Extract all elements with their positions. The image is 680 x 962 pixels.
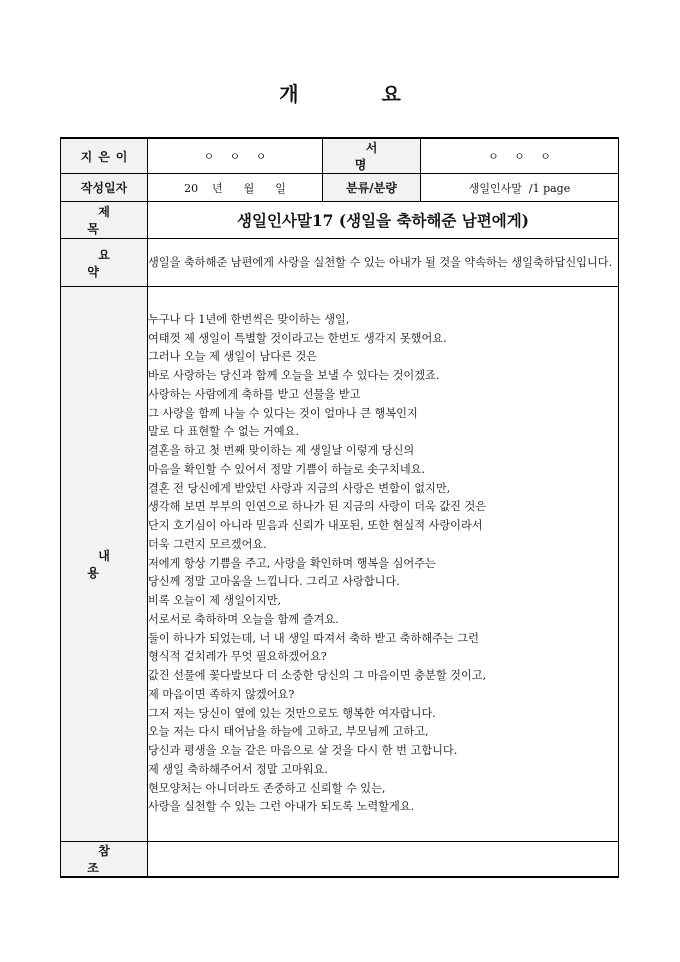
content-line: 제 마음이면 족하지 않겠어요? [148,687,295,701]
content-line: 단지 호기심이 아니라 믿음과 신뢰가 내포된, 또한 현실적 사랑이라서 [148,519,483,533]
content-line: 현모양처는 아니더라도 존중하고 신뢰할 수 있는, [148,781,386,795]
content-line: 바로 사랑하는 당신과 함께 오늘을 보낼 수 있다는 것이겠죠. [148,369,440,383]
content-line: 비록 오늘이 제 생일이지만, [148,594,282,608]
content-line: 형식적 겉치레가 무엇 필요하겠어요? [148,650,327,664]
content-line: 마음을 확인할 수 있어서 정말 기쁨이 하늘로 솟구치네요. [148,462,426,476]
content-line: 생각해 보면 부부의 인연으로 하나가 된 지금의 사랑이 더욱 값진 것은 [148,500,487,514]
summary-value: 생일을 축하해준 남편에게 사랑을 실천할 수 있는 아내가 될 것을 약속하는 생일축하답신입니다. [148,239,619,287]
content-line: 말로 다 표현할 수 없는 거예요. [148,425,300,439]
reference-label: 참 조 [61,842,148,878]
content-line: 누구나 다 1년에 한번씩은 맞이하는 생일, [148,312,350,326]
author-label: 지은이 [61,138,148,174]
content-line: 그러나 오늘 제 생일이 남다른 것은 [148,350,318,364]
overview-form-table [60,137,619,878]
subject-value: 생일인사말17 (생일을 축하해준 남편에게) [148,202,619,239]
content-line: 오늘 저는 다시 태어남을 하늘에 고하고, 부모님께 고하고, [148,725,429,739]
content-line: 당신과 평생을 오늘 같은 마음으로 살 것을 다시 한 번 고합니다. [148,744,458,758]
content-line: 제 생일 축하해주어서 정말 고마워요. [148,762,328,776]
content-line: 사랑을 실천할 수 있는 그런 아내가 되도록 노력할게요. [148,800,415,814]
author-row [61,138,619,174]
content-line: 그 사랑을 함께 나눌 수 있다는 것이 얼마나 큰 행복인지 [148,406,418,420]
content-line: 여태껏 제 생일이 특별할 것이라고는 한번도 생각지 못했어요. [148,331,447,345]
page-title: 개 요 [279,82,439,106]
date-label: 작성일자 [61,174,148,202]
date-row [61,174,619,202]
content-line: 값진 선물에 꽃다발보다 더 소중한 당신의 그 마음이면 충분할 것이고, [148,669,487,683]
signature-value: ㅇ ㅇ ㅇ [421,138,619,174]
category-label: 분류/분량 [323,174,421,202]
subject-row [61,202,619,239]
content-line: 결혼을 하고 첫 번째 맞이하는 제 생일날 이렇게 당신의 [148,444,415,458]
reference-row [61,842,619,878]
content-line: 결혼 전 당신에게 받았던 사랑과 지금의 사랑은 변함이 없지만, [148,481,451,495]
content-line: 그저 저는 당신이 옆에 있는 것만으로도 행복한 여자랍니다. [148,706,436,720]
reference-value [148,842,619,878]
signature-label: 서 명 [323,138,421,174]
content-line: 저에게 항상 기쁨을 주고, 사랑을 확인하며 행복을 심어주는 [148,556,436,570]
summary-label: 요 약 [61,239,148,287]
content-label: 내 용 [61,287,148,842]
content-line: 당신께 정말 고마움을 느낍니다. 그리고 사랑합니다. [148,575,400,589]
author-value: ㅇ ㅇ ㅇ [148,138,323,174]
content-line: 더욱 그런지 모르겠어요. [148,537,267,551]
category-value: 생일인사말 /1 page [421,174,619,202]
date-value: 20 년 월 일 [148,174,323,202]
summary-row [61,239,619,287]
content-row [61,287,619,842]
subject-label: 제 목 [61,202,148,239]
content-body [148,287,619,842]
content-line: 서로서로 축하하며 오늘을 함께 즐겨요. [148,612,339,626]
content-line: 사랑하는 사람에게 축하를 받고 선물을 받고 [148,387,361,401]
content-line: 둘이 하나가 되었는데, 너 내 생일 따져서 축하 받고 축하해주는 그런 [148,631,479,645]
